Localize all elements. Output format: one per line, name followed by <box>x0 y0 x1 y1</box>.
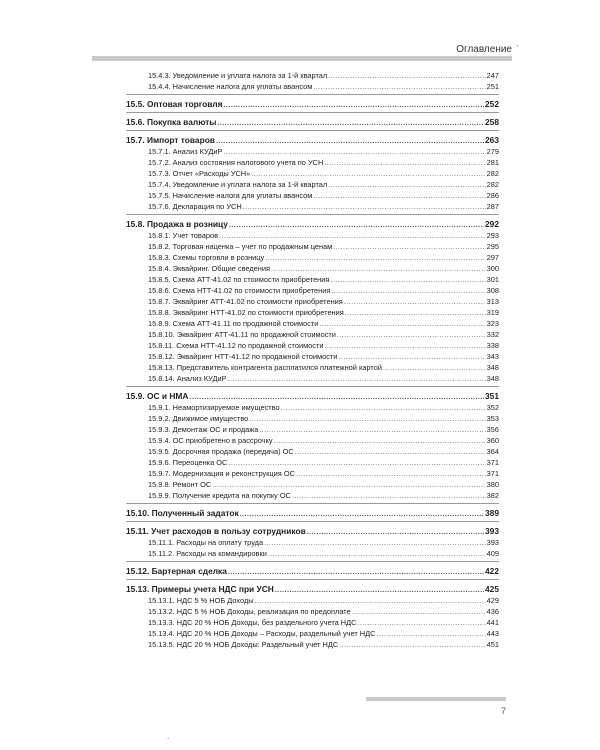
toc-dot-leader <box>296 469 486 480</box>
section-divider <box>126 503 499 504</box>
toc-subsection-entry <box>126 263 499 274</box>
toc-entry-title: 15.9.8. Ремонт ОС <box>148 480 212 489</box>
toc-subsection-entry <box>126 190 499 201</box>
toc-entry-title: 15.12. Бартерная сделка <box>126 566 227 576</box>
section-divider <box>126 521 499 522</box>
toc-page-number: 308 <box>486 286 499 295</box>
header-rule <box>92 56 512 61</box>
toc-entry-title: 15.8.7. Эквайринг АТТ-41.02 по стоимости приобретения <box>148 297 343 306</box>
header-title: Оглавление <box>456 44 512 55</box>
toc-subsection-entry <box>126 457 499 468</box>
toc-subsection-entry <box>126 157 499 168</box>
toc-page-number: 441 <box>486 618 499 627</box>
toc-page-number: 300 <box>486 264 499 273</box>
toc-page-number: 282 <box>486 180 499 189</box>
toc-entry-title: 15.13.3. НДС 20 % НОБ Доходы, без раздельного учета НДС <box>148 618 357 627</box>
toc-dot-leader <box>274 436 486 447</box>
toc-subsection-entry <box>126 351 499 362</box>
toc-dot-leader <box>268 549 486 560</box>
toc-subsection-entry <box>126 201 499 212</box>
toc-subsection-entry <box>126 340 499 351</box>
toc-dot-leader <box>265 253 485 264</box>
toc-subsection-entry <box>126 307 499 318</box>
toc-page-number: 371 <box>486 469 499 478</box>
toc-page-number: 436 <box>486 607 499 616</box>
toc-page-number: 348 <box>486 363 499 372</box>
section-divider <box>126 112 499 113</box>
toc-page-number: 382 <box>486 491 499 500</box>
toc-entry-title: 15.9.2. Движимое имущество <box>148 414 249 423</box>
toc-dot-leader <box>345 308 486 319</box>
section-divider <box>126 94 499 95</box>
toc-subsection-entry <box>126 402 499 413</box>
toc-entry-title: 15.7.6. Декларация по УСН <box>148 202 242 211</box>
toc-dot-leader <box>357 618 485 629</box>
toc-page-number: 293 <box>486 231 499 240</box>
toc-entry-title: 15.9.7. Модернизация и реконструкция ОС <box>148 469 295 478</box>
toc-dot-leader <box>328 71 485 82</box>
toc-subsection-entry <box>126 435 499 446</box>
toc-page-number: 295 <box>486 242 499 251</box>
toc-entry-title: 15.11.2. Расходы на командировки <box>148 549 267 558</box>
section-divider <box>126 561 499 562</box>
toc-dot-leader <box>228 374 486 385</box>
toc-page-number: 356 <box>486 425 499 434</box>
toc-entry-title: 15.13. Примеры учета НДС при УСН <box>126 584 274 594</box>
toc-subsection-entry <box>126 373 499 384</box>
toc-section-entry <box>126 507 499 519</box>
toc-page-number: 360 <box>486 436 499 445</box>
toc-dot-leader <box>325 341 486 352</box>
toc-page-number: 371 <box>486 458 499 467</box>
section-divider <box>126 130 499 131</box>
toc-dot-leader <box>377 629 486 640</box>
toc-entry-title: 15.8.13. Представитель контрагента расплатился платежной картой <box>148 363 382 372</box>
toc-section-entry <box>126 565 499 577</box>
header-mark: ' <box>516 44 518 53</box>
toc-page-number: 393 <box>485 526 499 536</box>
toc-entry-title: 15.9.3. Демонтаж ОС и продажа <box>148 425 259 434</box>
toc-dot-leader <box>328 180 485 191</box>
toc-entry-title: 15.8.2. Торговая наценка – учет по продажным ценам <box>148 242 333 251</box>
toc-section-entry <box>126 218 499 230</box>
page-number: 7 <box>500 706 506 716</box>
toc-page-number: 313 <box>486 297 499 306</box>
footer-rule <box>366 697 506 701</box>
scan-speck: . <box>167 732 170 741</box>
toc-entry-title: 15.8.5. Схема АТТ-41.02 по стоимости приобретения <box>148 275 330 284</box>
toc-page-number: 319 <box>486 308 499 317</box>
toc-page-number: 251 <box>486 82 499 91</box>
toc-entry-title: 15.8.6. Схема НТТ-41.02 по стоимости приобретения <box>148 286 331 295</box>
toc-dot-leader <box>292 491 486 502</box>
toc-subsection-entry <box>126 81 499 92</box>
toc-page-number: 352 <box>486 403 499 412</box>
toc-dot-leader <box>330 275 485 286</box>
toc-section-entry <box>126 525 499 537</box>
toc-page-number: 258 <box>485 117 499 127</box>
toc-page-number: 409 <box>486 549 499 558</box>
toc-section-entry <box>126 134 499 146</box>
toc-page-number: 292 <box>485 219 499 229</box>
toc-entry-title: 15.13.5. НДС 20 % НОБ Доходы: Раздельный учет НДС <box>148 640 339 649</box>
toc-page-number: 348 <box>486 374 499 383</box>
toc-entry-title: 15.8.1. Учет товаров <box>148 231 219 240</box>
toc-page-number: 297 <box>486 253 499 262</box>
toc-entry-title: 15.9.6. Переоценка ОС <box>148 458 228 467</box>
toc-entry-title: 15.9. ОС и НМА <box>126 391 189 401</box>
toc-subsection-entry <box>126 639 499 650</box>
toc-subsection-entry <box>126 413 499 424</box>
toc-page-number: 247 <box>486 71 499 80</box>
toc-page-number: 422 <box>485 566 499 576</box>
toc-entry-title: 15.13.4. НДС 20 % НОБ Доходы – Расходы, раздельный учет НДС <box>148 629 376 638</box>
toc-entry-title: 15.8.11. Схема НТТ-41.12 по продажной стоимости <box>148 341 324 350</box>
toc-entry-title: 15.13.2. НДС 5 % НОБ Доходы, реализация по предоплате <box>148 607 351 616</box>
toc-subsection-entry <box>126 595 499 606</box>
toc-page-number: 287 <box>486 202 499 211</box>
toc-dot-leader <box>295 447 486 458</box>
toc-entry-title: 15.6. Покупка валюты <box>126 117 217 127</box>
toc-page-number: 332 <box>486 330 499 339</box>
toc-subsection-entry <box>126 548 499 559</box>
toc-page-number: 252 <box>485 99 499 109</box>
toc-entry-title: 15.13.1. НДС 5 % НОБ Доходы <box>148 596 254 605</box>
toc-subsection-entry <box>126 446 499 457</box>
toc-subsection-entry <box>126 479 499 490</box>
toc-dot-leader <box>264 538 486 549</box>
toc-dot-leader <box>224 100 485 112</box>
toc-dot-leader <box>383 363 486 374</box>
toc-entry-title: 15.8.10. Эквайринг АТТ-41.11 по продажной стоимости <box>148 330 336 339</box>
toc-dot-leader <box>313 82 485 93</box>
toc-page-number: 338 <box>486 341 499 350</box>
toc-section-entry <box>126 116 499 128</box>
toc-subsection-entry <box>126 296 499 307</box>
toc-page-number: 429 <box>486 596 499 605</box>
toc-dot-leader <box>333 242 485 253</box>
section-divider <box>126 579 499 580</box>
toc-subsection-entry <box>126 617 499 628</box>
toc-subsection-entry <box>126 252 499 263</box>
toc-dot-leader <box>240 509 484 521</box>
toc-entry-title: 15.7.1. Анализ КУДиР <box>148 147 223 156</box>
toc-subsection-entry <box>126 230 499 241</box>
toc-subsection-entry <box>126 490 499 501</box>
toc-section-entry <box>126 98 499 110</box>
toc-dot-leader <box>243 202 486 213</box>
toc-entry-title: 15.8.8. Эквайринг НТТ-41.02 по стоимости приобретения <box>148 308 344 317</box>
toc-dot-leader <box>319 319 485 330</box>
toc-entry-title: 15.10. Полученный задаток <box>126 508 239 518</box>
toc-entry-title: 15.7.3. Отчет «Расходы УСН» <box>148 169 251 178</box>
toc-page-number: 443 <box>486 629 499 638</box>
toc-dot-leader <box>337 330 486 341</box>
toc-dot-leader <box>228 567 484 579</box>
toc-page-number: 389 <box>485 508 499 518</box>
toc-page-number: 323 <box>486 319 499 328</box>
toc-page-number: 286 <box>486 191 499 200</box>
toc-page-number: 263 <box>485 135 499 145</box>
toc-subsection-entry <box>126 606 499 617</box>
toc-section-entry <box>126 583 499 595</box>
toc-dot-leader <box>344 297 486 308</box>
toc-entry-title: 15.8. Продажа в розницу <box>126 219 228 229</box>
toc-subsection-entry <box>126 179 499 190</box>
toc-entry-title: 15.11. Учет расходов в пользу сотрудников <box>126 526 306 536</box>
toc-page-number: 301 <box>486 275 499 284</box>
toc-dot-leader <box>352 607 486 618</box>
toc-entry-title: 15.5. Оптовая торговля <box>126 99 223 109</box>
table-of-contents <box>126 70 499 650</box>
toc-entry-title: 15.4.3. Уведомление и уплата налога за 1-й квартал <box>148 71 328 80</box>
toc-page-number: 425 <box>485 584 499 594</box>
toc-subsection-entry <box>126 241 499 252</box>
toc-subsection-entry <box>126 318 499 329</box>
toc-page-number: 451 <box>486 640 499 649</box>
toc-dot-leader <box>313 191 485 202</box>
toc-entry-title: 15.8.14. Анализ КУДиР <box>148 374 227 383</box>
toc-subsection-entry <box>126 628 499 639</box>
toc-entry-title: 15.9.4. ОС приобретено в рассрочку <box>148 436 273 445</box>
toc-subsection-entry <box>126 146 499 157</box>
toc-subsection-entry <box>126 468 499 479</box>
toc-dot-leader <box>281 403 486 414</box>
toc-entry-title: 15.7.4. Уведомление и уплата налога за 1-й квартал <box>148 180 328 189</box>
toc-dot-leader <box>324 158 485 169</box>
toc-subsection-entry <box>126 285 499 296</box>
toc-page-number: 393 <box>486 538 499 547</box>
toc-page-number: 282 <box>486 169 499 178</box>
toc-entry-title: 15.11.1. Расходы на оплату труда <box>148 538 264 547</box>
toc-dot-leader <box>331 286 485 297</box>
toc-dot-leader <box>217 118 484 130</box>
toc-dot-leader <box>339 640 485 651</box>
toc-subsection-entry <box>126 168 499 179</box>
section-divider <box>126 214 499 215</box>
toc-entry-title: 15.7. Импорт товаров <box>126 135 215 145</box>
toc-subsection-entry <box>126 362 499 373</box>
toc-dot-leader <box>249 414 485 425</box>
toc-entry-title: 15.4.4. Начисление налога для уплаты авансом <box>148 82 313 91</box>
toc-page-number: 343 <box>486 352 499 361</box>
toc-subsection-entry <box>126 537 499 548</box>
toc-page-number: 351 <box>485 391 499 401</box>
toc-subsection-entry <box>126 70 499 81</box>
toc-entry-title: 15.7.5. Начисление налога для уплаты авансом <box>148 191 313 200</box>
toc-dot-leader <box>259 425 485 436</box>
toc-entry-title: 15.8.4. Эквайринг. Общие сведения <box>148 264 270 273</box>
toc-section-entry <box>126 390 499 402</box>
toc-page-number: 281 <box>486 158 499 167</box>
toc-page-number: 380 <box>486 480 499 489</box>
toc-entry-title: 15.8.9. Схема АТТ-41.11 по продажной стоимости <box>148 319 319 328</box>
section-divider <box>126 386 499 387</box>
toc-page-number: 279 <box>486 147 499 156</box>
toc-entry-title: 15.9.9. Получение кредита на покупку ОС <box>148 491 291 500</box>
toc-subsection-entry <box>126 274 499 285</box>
toc-entry-title: 15.9.1. Неамортизируемое имущество <box>148 403 280 412</box>
toc-subsection-entry <box>126 424 499 435</box>
toc-page-number: 353 <box>486 414 499 423</box>
toc-entry-title: 15.8.12. Эквайринг НТТ-41.12 по продажной стоимости <box>148 352 338 361</box>
toc-page-number: 364 <box>486 447 499 456</box>
toc-entry-title: 15.8.3. Схемы торговли в розницу <box>148 253 265 262</box>
toc-subsection-entry <box>126 329 499 340</box>
toc-entry-title: 15.7.2. Анализ состояния налогового учета по УСН <box>148 158 324 167</box>
toc-entry-title: 15.9.5. Досрочная продажа (передача) ОС <box>148 447 294 456</box>
